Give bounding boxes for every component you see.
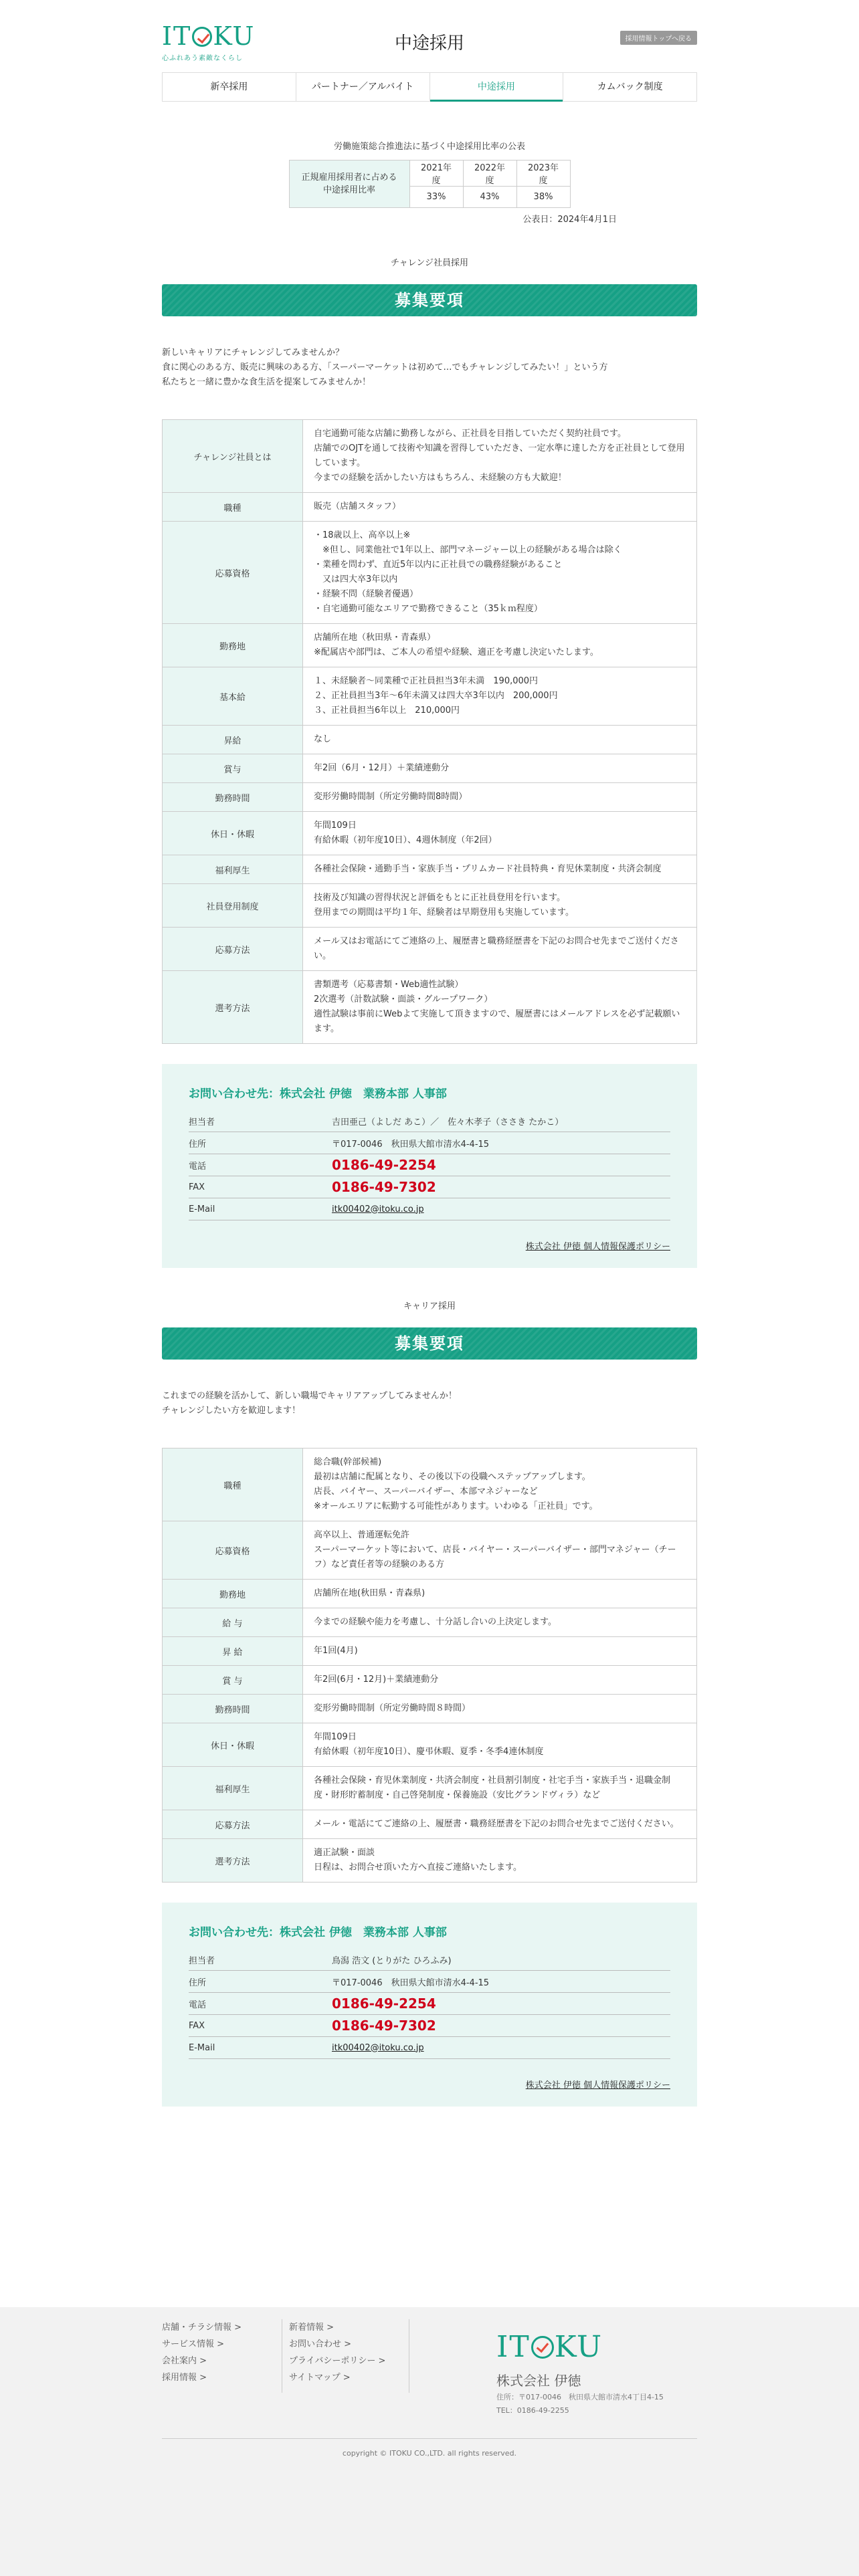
fax-number: 0186-49-7302 [332,1179,436,1195]
row-value: 書類選考（応募書類・Web適性試験） 2次選考（計数試験・面談・グループワーク） 適性試験は事前にWebよて実施して頂きますので、履歴書にはメールアドレスを必ず記載願います。 [303,971,697,1044]
privacy-policy-link[interactable]: 株式会社 伊徳 個人情報保護ポリシー [525,2080,670,2090]
footer-link[interactable]: 採用情報 > [162,2373,207,2383]
recruit-top-link[interactable]: 採用情報トップへ戻る [620,31,698,45]
logo-mark: IT KU [162,21,256,51]
row-value: メール又はお電話にてご連絡の上、履歴書と職務経歴書を下記のお問合せ先までご送付ください。 [303,928,697,971]
footer-divider [162,2438,697,2439]
row-label: チャレンジ社員とは [163,420,303,493]
footer-links-2 [289,2319,409,2393]
row-label: 昇 給 [163,1637,303,1666]
ratio-value: 43% [463,187,516,208]
footer-logo-mark: IT KU [496,2330,603,2364]
row-label: 応募資格 [163,1521,303,1580]
section-intro [162,1389,697,1418]
table-row [163,726,697,754]
contact-label: 電話 [189,2000,207,2010]
row-value: 各種社会保険・育児休業制度・共済会制度・社員割引制度・社宅手当・家族手当・退職金制度・財形貯蓄制度・自己啓発制度・保養施設（安比グランドヴィラ）など [303,1767,697,1810]
ratio-value: 33% [409,187,463,208]
intro-line: 私たちと一緒に豊かな食生活を提案してみませんか！ [162,377,371,387]
row-label: 基本給 [163,667,303,726]
table-row [163,812,697,855]
footer-link[interactable]: サービス情報 > [162,2339,225,2349]
table-row [163,493,697,522]
privacy-policy-link[interactable]: 株式会社 伊徳 個人情報保護ポリシー [525,1242,670,1252]
table-row [163,1810,697,1839]
ratio-year: 2023年度 [516,160,570,187]
tab-comeback[interactable]: カムバック制度 [597,82,663,92]
company-tel: TEL：0186-49-2255 [496,2406,569,2415]
company-address: 住所：〒017-0046 秋田県大館市清水4丁目4-15 [496,2393,664,2401]
row-label: 職種 [163,493,303,522]
ratio-title: 労働施策総合推進法に基づく中途採用比率の公表 [333,142,525,152]
recruit-nav [162,72,697,102]
footer-links-1 [162,2319,282,2393]
contact-title: お問い合わせ先：株式会社 伊徳 業務本部 人事部 [189,1087,447,1101]
row-label: 選考方法 [163,971,303,1044]
contact-value: 〒017-0046 秋田県大館市清水4-4-15 [332,1977,490,1988]
header [162,0,697,72]
footer [0,2307,859,2576]
tab-partner[interactable]: パートナー／アルバイト [296,73,430,101]
contact-label: 住所 [189,1977,207,1988]
tab-new-grad[interactable]: 新卒採用 [163,73,296,101]
ratio-table [289,160,571,208]
contact-label: 担当者 [189,1955,215,1966]
table-row [163,1695,697,1723]
contact-value: 吉田亜己（よしだ あこ）／ 佐々木孝子（ささき たかこ） [332,1117,564,1128]
contact-row [189,1132,670,1154]
table-row [163,1448,697,1521]
section-intro [162,346,697,390]
requirements-heading: 募集要項 [162,1327,697,1360]
contact-label: 電話 [189,1161,207,1172]
row-label: 選考方法 [163,1839,303,1883]
row-value: 総合職(幹部候補) 最初は店舗に配属となり、その後以下の役職へステップアップします。 店長、バイヤー、スーパーバイザー、本部マネジャーなど ※オールエリアに転勤する可能性があります。いわゆる「正社員」です。 [303,1448,697,1521]
row-value: 店舗所在地（秋田県・青森県） ※配属店や部門は、ご本人の希望や経験、適正を考慮し決定いたします。 [303,624,697,667]
row-value: 年2回(6月・12月)＋業績連動分 [303,1666,697,1695]
table-row [163,1521,697,1580]
row-label: 福利厚生 [163,855,303,884]
footer-logo [496,2330,690,2416]
row-label: 休日・休暇 [163,1723,303,1767]
contact-label: 担当者 [189,1117,215,1128]
contact-label: 住所 [189,1139,207,1150]
row-value: 年間109日 有給休暇（初年度10日）、4週休制度（年2回） [303,812,697,855]
requirements-table [162,1448,697,1883]
row-value: 年間109日 有給休暇（初年度10日）、慶弔休暇、夏季・冬季4連休制度 [303,1723,697,1767]
row-value: なし [303,726,697,754]
row-value: 今までの経験や能力を考慮し、十分話し合いの上決定します。 [303,1608,697,1637]
table-row [163,884,697,928]
contact-label: E-Mail [189,1204,215,1214]
ratio-notice [162,139,697,225]
row-value: １、未経験者〜同業種で正社員担当3年未満 190,000円 ２、正社員担当3年〜6年未満又は四大卒3年以内 200,000円 ３、正社員担当6年以上 210,000円 [303,667,697,726]
phone-number: 0186-49-2254 [332,1157,436,1173]
footer-link[interactable]: 新着情報 > [289,2323,335,2333]
row-value: 年2回（6月・12月）＋業績連動分 [303,754,697,783]
row-label: 職種 [163,1448,303,1521]
row-value: 販売（店舗スタッフ） [303,493,697,522]
ratio-value: 38% [516,187,570,208]
contact-row [189,1110,670,1132]
row-value: 適正試験・面談 日程は、お問合せ頂いた方へ直接ご連絡いたします。 [303,1839,697,1883]
recruit-section [162,255,697,1268]
row-label: 勤務時間 [163,1695,303,1723]
row-value: 高卒以上、普通運転免許 スーパーマーケット等において、店長・バイヤー・スーパーバイザー・部門マネジャー（チーフ）など責任者等の経験のある方 [303,1521,697,1580]
row-label: 勤務地 [163,624,303,667]
row-label: 賞 与 [163,1666,303,1695]
logo-check-icon [531,2336,554,2359]
row-value: 年1回(4月) [303,1637,697,1666]
intro-line: 新しいキャリアにチャレンジしてみませんか？ [162,348,344,358]
table-row [163,1723,697,1767]
table-row [163,1580,697,1608]
contact-row [189,2015,670,2037]
row-value: 店舗所在地(秋田県・青森県) [303,1580,697,1608]
contact-row [189,1971,670,1993]
company-name: 株式会社 伊徳 [496,2373,581,2389]
contact-row [189,1949,670,1971]
contact-row [189,2037,670,2059]
contact-value: 鳥潟 浩文 (とりがた ひろふみ) [332,1955,452,1966]
intro-line: これまでの経験を活かして、新しい職場でキャリアアップしてみませんか！ [162,1391,457,1401]
row-value: 変形労働時間制（所定労働時間８時間） [303,1695,697,1723]
ratio-year: 2022年度 [463,160,516,187]
table-row [163,420,697,493]
row-label: 応募方法 [163,1810,303,1839]
row-label: 福利厚生 [163,1767,303,1810]
table-row [163,667,697,726]
row-value: 技術及び知識の習得状況と評価をもとに正社員登用を行います。 登用までの期間は平均１年、経験者は早期登用も実施しています。 [303,884,697,928]
phone-number: 0186-49-2254 [332,1996,436,2012]
page [162,0,697,2107]
ratio-year: 2021年度 [409,160,463,187]
footer-link[interactable]: 店舗・チラシ情報 > [162,2323,242,2333]
contact-box [162,1064,697,1268]
logo-tagline: 心ふれあう素敵なくらし [162,55,243,62]
row-value: 各種社会保険・通勤手当・家族手当・プリムカード社員特典・育児休業制度・共済会制度 [303,855,697,884]
footer-link[interactable]: お問い合わせ > [289,2339,352,2349]
row-label: 昇給 [163,726,303,754]
fax-number: 0186-49-7302 [332,2018,436,2034]
table-row [163,971,697,1044]
table-row [163,855,697,884]
table-row [163,522,697,624]
contact-title: お問い合わせ先：株式会社 伊徳 業務本部 人事部 [189,1926,447,1939]
email-link[interactable]: itk00402@itoku.co.jp [332,1204,424,1214]
row-label: 賞与 [163,754,303,783]
table-row [163,1608,697,1637]
table-row [163,754,697,783]
contact-row [189,1198,670,1220]
intro-line: チャレンジしたい方を歓迎します！ [162,1406,300,1416]
row-value: 変形労働時間制（所定労働時間8時間） [303,783,697,812]
contact-row [189,1154,670,1176]
contact-label: FAX [189,1182,205,1192]
copyright: copyright © ITOKU CO.,LTD. all rights reserved. [342,2449,517,2458]
intro-line: 食に関心のある方、販売に興味のある方、「スーパーマーケットは初めて…でもチャレンジしてみたい！」という方 [162,362,608,372]
ratio-row-label: 正規雇用採用者に占める 中途採用比率 [289,160,409,208]
table-row [163,1767,697,1810]
contact-row [189,1176,670,1198]
contact-label: FAX [189,2020,205,2031]
row-value: メール・電話にてご連絡の上、履歴書・職務経歴書を下記のお問合せ先までご送付ください。 [303,1810,697,1839]
row-label: 勤務時間 [163,783,303,812]
footer-link[interactable]: サイトマップ > [289,2373,351,2383]
table-row [163,1839,697,1883]
table-row [163,928,697,971]
recruit-section [162,1299,697,2107]
contact-box [162,1903,697,2107]
row-value: ・18歳以上、高卒以上※ ※但し、同業他社で1年以上、部門マネージャー以上の経験がある場合は除く ・業種を問わず、直近5年以内に正社員での職務経験があること 又は四大卒3年以内 ・経験不問（経験者優遇） ・自宅通勤可能なエリアで勤務できること（35ｋｍ程度） [303,522,697,624]
footer-link[interactable]: プライバシーポリシー > [289,2356,386,2366]
email-link[interactable]: itk00402@itoku.co.jp [332,2042,424,2053]
section-label: キャリア採用 [403,1301,456,1311]
table-row [163,1666,697,1695]
contact-label: E-Mail [189,2042,215,2053]
contact-value: 〒017-0046 秋田県大館市清水4-4-15 [332,1139,490,1150]
footer-link[interactable]: 会社案内 > [162,2356,207,2366]
publish-date: 公表日：2024年4月1日 [522,215,617,225]
row-label: 応募方法 [163,928,303,971]
row-label: 休日・休暇 [163,812,303,855]
requirements-table [162,419,697,1044]
sections [162,255,697,2107]
section-label: チャレンジ社員採用 [391,258,468,268]
requirements-heading: 募集要項 [162,284,697,316]
row-label: 応募資格 [163,522,303,624]
row-value: 自宅通勤可能な店舗に勤務しながら、正社員を目指していただく契約社員です。 店舗でのOJTを通して技術や知識を習得していただき、一定水準に達した方を正社員として登用しています。 今までの経験を活かしたい方はもちろん、未経験の方も大歓迎！ [303,420,697,493]
table-row [163,783,697,812]
row-label: 給 与 [163,1608,303,1637]
table-row [163,1637,697,1666]
row-label: 社員登用制度 [163,884,303,928]
row-label: 勤務地 [163,1580,303,1608]
page-title: 中途採用 [394,33,464,53]
contact-row [189,1993,670,2015]
tab-mid-career[interactable]: 中途採用 [430,73,564,101]
table-row [163,624,697,667]
